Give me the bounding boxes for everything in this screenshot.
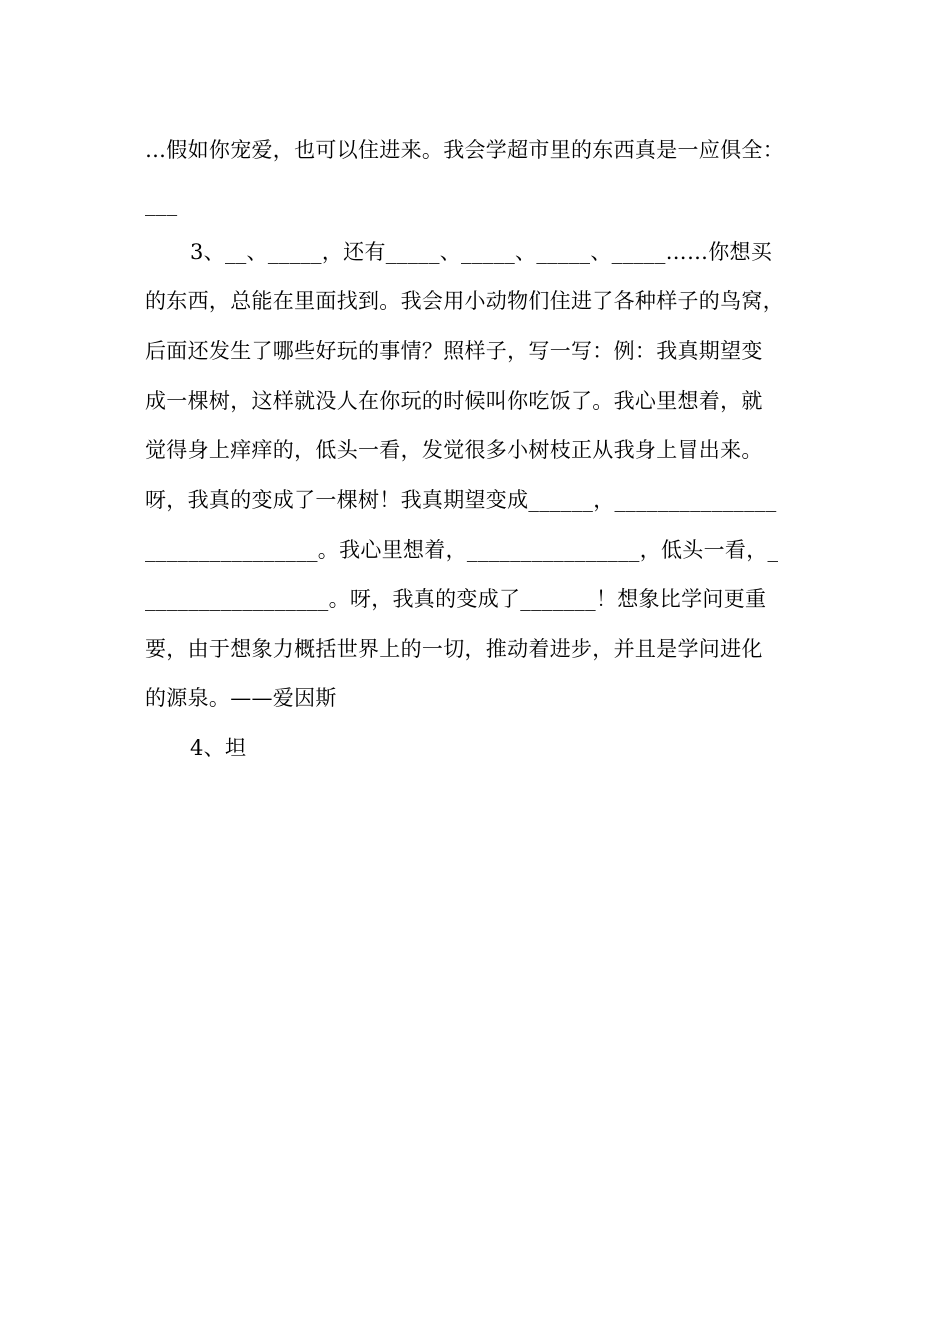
text-line-3: 3、__、_____，还有_____、_____、_____、_____……你想买 (190, 240, 773, 264)
text-line-8: 呀，我真的变成了一棵树！我真期望变成______，_______________ (145, 488, 777, 512)
text-line-4: 的东西，总能在里面找到。我会用小动物们住进了各种样子的鸟窝， (145, 289, 784, 313)
text-line-2: ___ (145, 192, 178, 216)
text-line-13: 4、坦 (190, 736, 247, 760)
text-line-5: 后面还发生了哪些好玩的事情？照样子，写一写：例：我真期望变 (145, 339, 763, 363)
text-line-9: ________________。我心里想着，________________，低头一看，_ (145, 538, 779, 562)
text-line-1: …假如你宠爱，也可以住进来。我会学超市里的东西真是一应俱全： (145, 138, 784, 162)
text-line-12: 的源泉。——爱因斯 (145, 686, 337, 710)
text-line-7: 觉得身上痒痒的，低头一看，发觉很多小树枝正从我身上冒出来。 (145, 438, 763, 462)
text-line-11: 要，由于想象力概括世界上的一切，推动着进步，并且是学问进化 (145, 637, 763, 661)
text-line-6: 成一棵树，这样就没人在你玩的时候叫你吃饭了。我心里想着，就 (145, 389, 763, 413)
text-line-10: _________________。呀，我真的变成了_______！想象比学问更重 (145, 587, 767, 611)
